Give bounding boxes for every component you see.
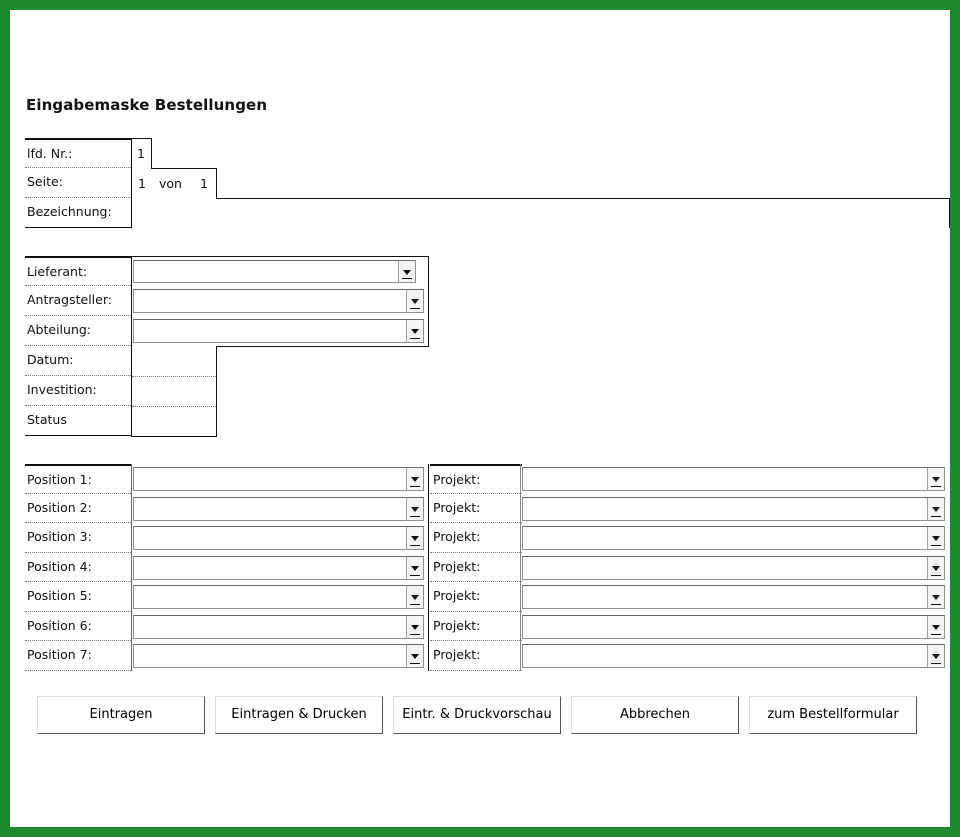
details-box-step [216, 346, 429, 347]
projekt-label: Projekt: [430, 553, 522, 583]
abteilung-combobox[interactable] [133, 319, 424, 343]
antragsteller-combobox[interactable] [133, 289, 424, 313]
bezeichnung-field[interactable] [132, 199, 949, 227]
projekt-combobox[interactable] [522, 526, 945, 550]
form-sheet [10, 10, 950, 827]
chevron-down-icon[interactable] [406, 557, 423, 579]
seite-box-top [151, 168, 217, 169]
chevron-down-icon[interactable] [398, 261, 415, 282]
position-label: Position 1: [25, 464, 131, 494]
projekt-combobox[interactable] [522, 644, 945, 668]
position-combobox[interactable] [133, 467, 424, 491]
eintragen-button[interactable]: Eintragen [37, 696, 205, 734]
chevron-down-icon[interactable] [406, 498, 423, 520]
bezeichnung-label: Bezeichnung: [25, 198, 131, 228]
investition-field[interactable] [132, 377, 216, 405]
seite-von: von [159, 176, 182, 191]
projekt-combobox[interactable] [522, 615, 945, 639]
chevron-down-icon[interactable] [406, 645, 423, 667]
bestellformular-button[interactable]: zum Bestellformular [749, 696, 917, 734]
position-combobox[interactable] [133, 585, 424, 609]
position-label: Position 6: [25, 612, 131, 642]
position-label: Position 7: [25, 641, 131, 671]
chevron-down-icon[interactable] [927, 645, 944, 667]
position-label: Position 2: [25, 494, 131, 524]
positions-divider [131, 464, 132, 671]
bezeichnung-box-right [949, 198, 950, 228]
chevron-down-icon[interactable] [406, 320, 423, 342]
projekt-combobox[interactable] [522, 497, 945, 521]
details-box-right [428, 256, 429, 346]
position-combobox[interactable] [133, 556, 424, 580]
chevron-down-icon[interactable] [406, 527, 423, 549]
druckvorschau-button[interactable]: Eintr. & Druckvorschau [393, 696, 561, 734]
page-title: Eingabemaske Bestellungen [26, 96, 268, 114]
lfd-nr-value[interactable]: 1 [137, 146, 145, 161]
lfd-nr-label: lfd. Nr.: [25, 138, 131, 168]
positions-middle-divider [428, 464, 429, 671]
chevron-down-icon[interactable] [406, 586, 423, 608]
details-box-bottom [131, 436, 217, 437]
lieferant-combobox[interactable] [133, 260, 416, 283]
investition-label: Investition: [25, 376, 131, 406]
position-label: Position 5: [25, 582, 131, 612]
chevron-down-icon[interactable] [927, 616, 944, 638]
chevron-down-icon[interactable] [927, 586, 944, 608]
datum-field[interactable] [132, 347, 216, 375]
projekt-combobox[interactable] [522, 585, 945, 609]
seite-current[interactable]: 1 [138, 176, 146, 191]
position-combobox[interactable] [133, 615, 424, 639]
antragsteller-label: Antragsteller: [25, 286, 131, 316]
lieferant-label: Lieferant: [25, 256, 131, 286]
projekt-label: Projekt: [430, 582, 522, 612]
projekt-label: Projekt: [430, 494, 522, 524]
lfd-box-right [151, 138, 152, 168]
position-combobox[interactable] [133, 526, 424, 550]
seite-box-right [216, 168, 217, 198]
chevron-down-icon[interactable] [927, 557, 944, 579]
chevron-down-icon[interactable] [406, 616, 423, 638]
projekt-divider [520, 464, 521, 671]
projekt-combobox[interactable] [522, 467, 945, 491]
details-box-top [131, 256, 429, 257]
chevron-down-icon[interactable] [927, 468, 944, 490]
status-label: Status [25, 406, 131, 436]
position-label: Position 4: [25, 553, 131, 583]
chevron-down-icon[interactable] [406, 468, 423, 490]
abteilung-label: Abteilung: [25, 316, 131, 346]
chevron-down-icon[interactable] [927, 498, 944, 520]
details-lower-right [216, 346, 217, 436]
projekt-label: Projekt: [430, 641, 522, 671]
projekt-label: Projekt: [430, 523, 522, 553]
projekt-combobox[interactable] [522, 556, 945, 580]
position-label: Position 3: [25, 523, 131, 553]
position-combobox[interactable] [133, 644, 424, 668]
position-combobox[interactable] [133, 497, 424, 521]
datum-label: Datum: [25, 346, 131, 376]
seite-total[interactable]: 1 [200, 176, 208, 191]
status-field[interactable] [132, 407, 216, 435]
lfd-box-top [131, 138, 151, 139]
eintragen-drucken-button[interactable]: Eintragen & Drucken [215, 696, 383, 734]
projekt-label: Projekt: [430, 464, 522, 494]
seite-label: Seite: [25, 168, 131, 198]
abbrechen-button[interactable]: Abbrechen [571, 696, 739, 734]
projekt-label: Projekt: [430, 612, 522, 642]
chevron-down-icon[interactable] [927, 527, 944, 549]
chevron-down-icon[interactable] [406, 290, 423, 312]
